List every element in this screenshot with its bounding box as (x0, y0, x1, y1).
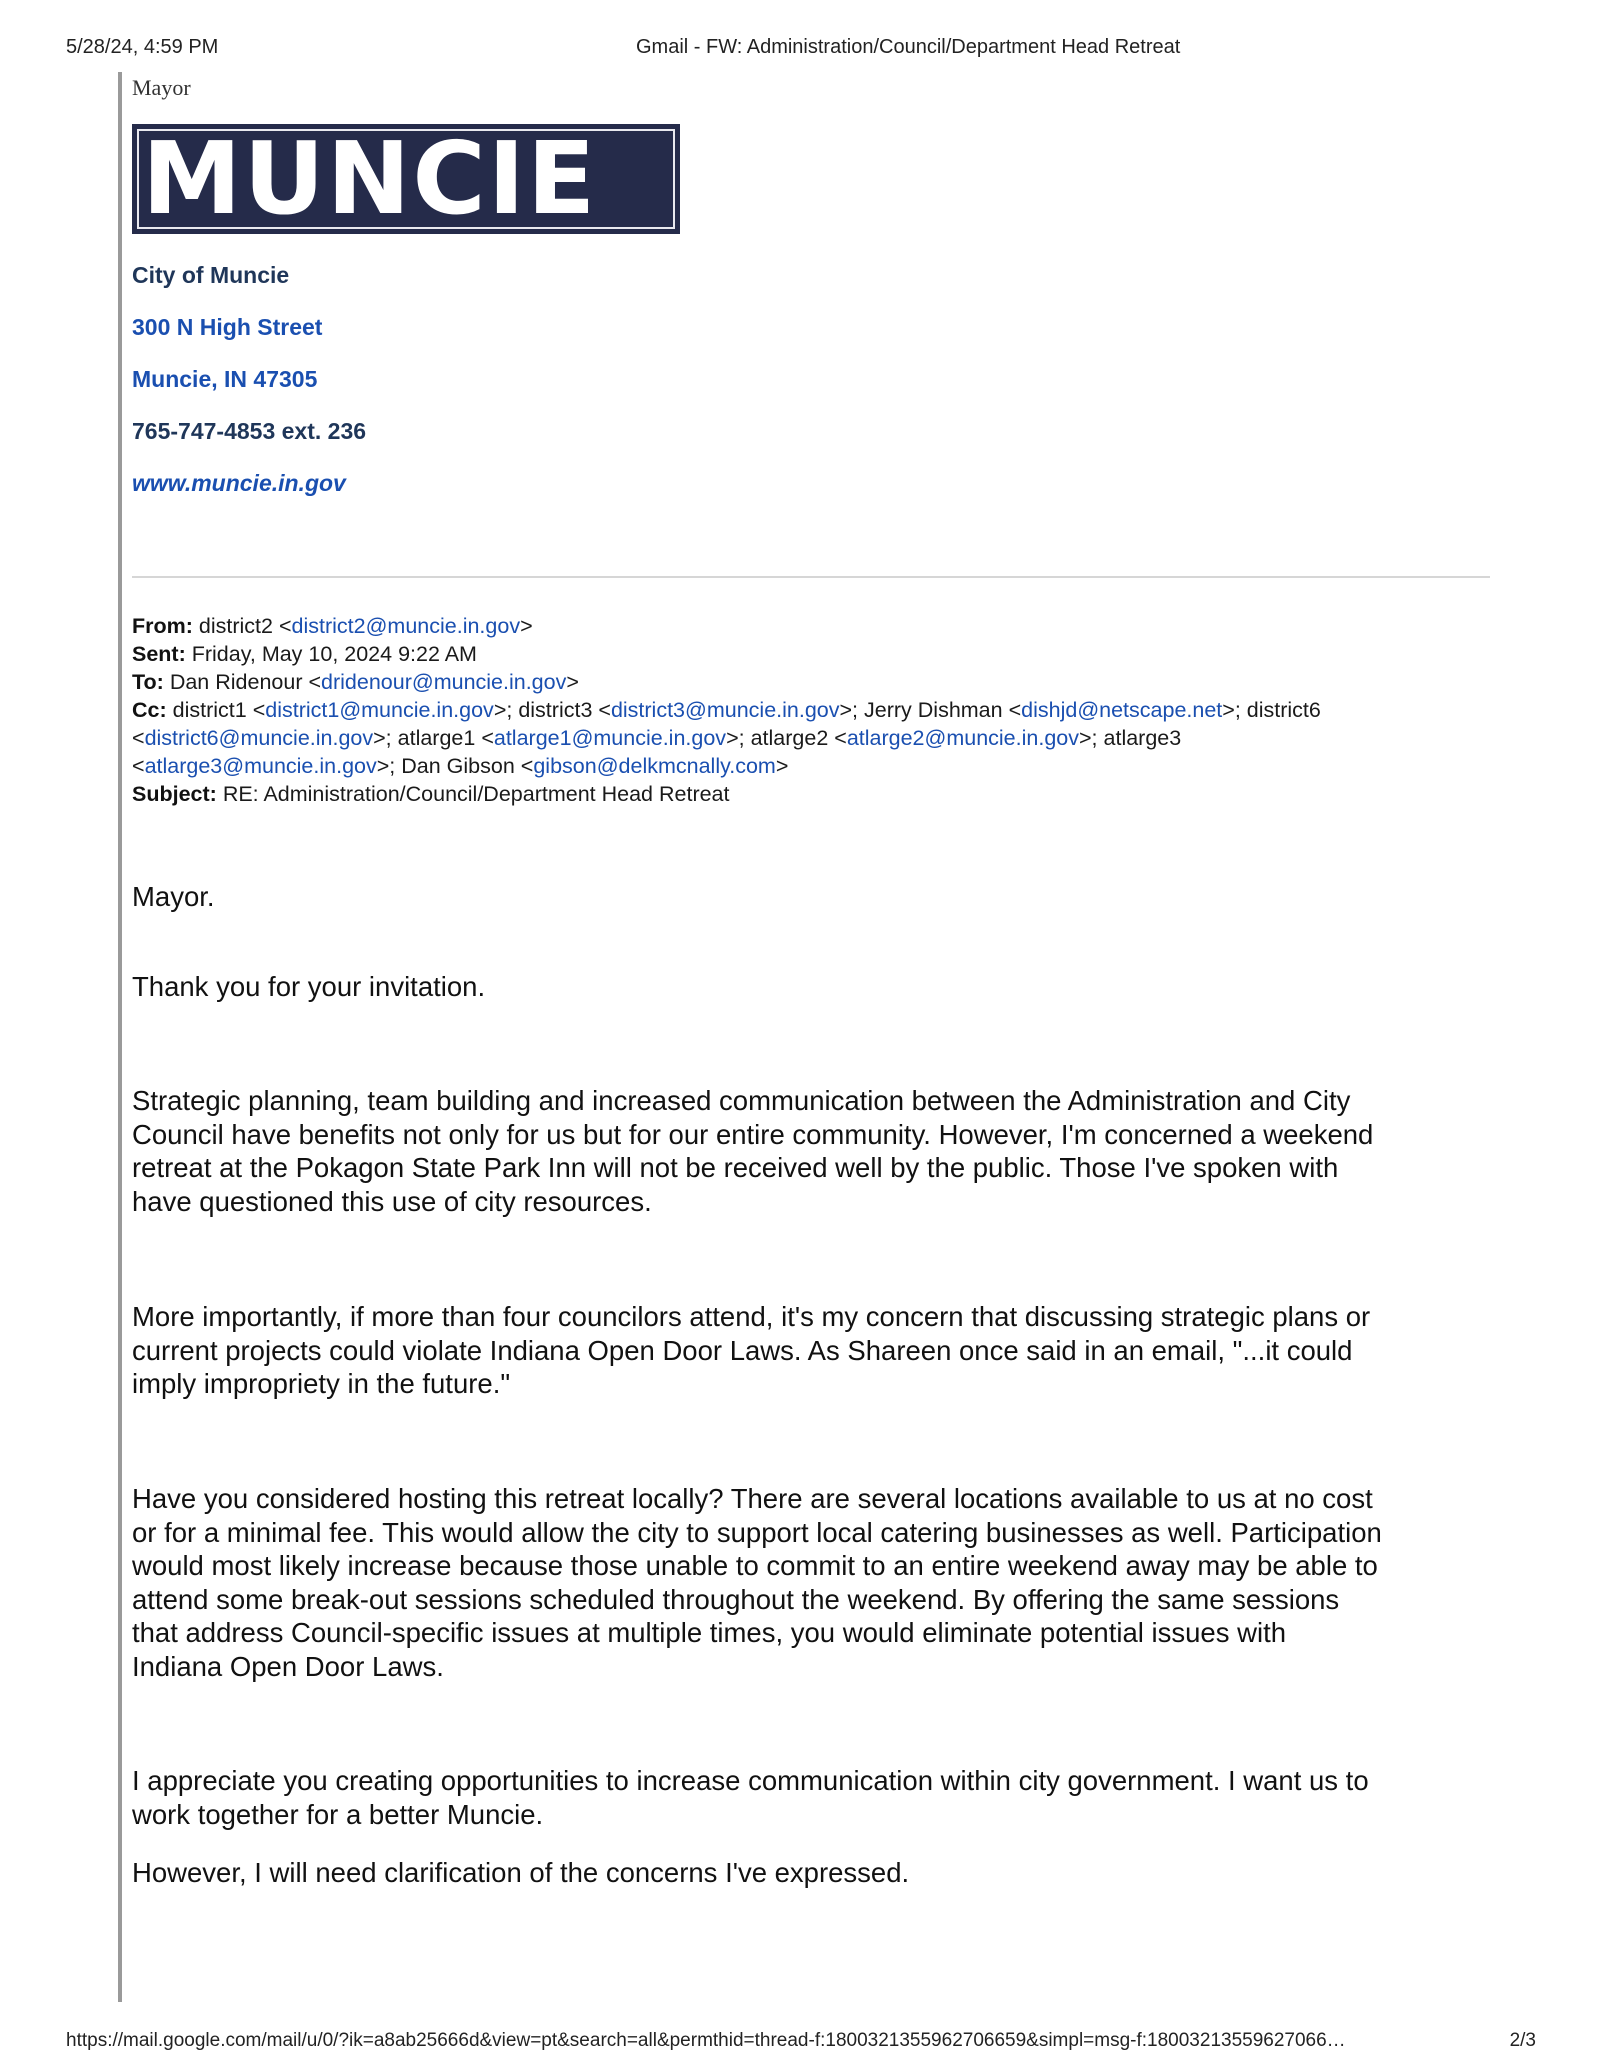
cc-row-1: Cc: district1 <district1@muncie.in.gov>; district3 <district3@muncie.in.gov>; Jerry Dishman <dishjd@netscape.net>; district6 (132, 698, 1321, 722)
cc-email-link[interactable]: gibson@delkmcnally.com (533, 754, 776, 778)
paragraph-appreciate: I appreciate you creating opportunities to increase communication within city government. I want us to work together for a better Muncie. (132, 1765, 1369, 1830)
cc-email-link[interactable]: atlarge2@muncie.in.gov (846, 726, 1079, 750)
logo-text: MUNCIE (142, 120, 598, 237)
print-footer-url: https://mail.google.com/mail/u/0/?ik=a8ab25666d&view=pt&search=all&permthid=thread-f:1800321355962706659&simpl=msg-f:18003213559627066… (66, 2030, 1346, 2051)
print-header (66, 36, 1536, 66)
paragraph-open-door: More importantly, if more than four councilors attend, it's my concern that discussing strategic plans or current projects could violate Indiana Open Door Laws. As Shareen once said in an email, "...it could imply impropriety in the future." (132, 1301, 1371, 1399)
to-email-link[interactable]: dridenour@muncie.in.gov (321, 670, 567, 694)
from-email-link[interactable]: district2@muncie.in.gov (291, 614, 521, 638)
page-number: 2/3 (1509, 2030, 1536, 2051)
greeting: Mayor. (132, 881, 215, 912)
subject-row: Subject: RE: Administration/Council/Department Head Retreat (132, 782, 730, 806)
cc-email-link[interactable]: atlarge1@muncie.in.gov (493, 726, 727, 750)
signature-phone: 765-747-4853 ext. 236 (132, 418, 367, 444)
muncie-logo (132, 120, 680, 237)
signature-street[interactable]: 300 N High Street (132, 314, 323, 340)
cc-email-link[interactable]: dishjd@netscape.net (1021, 698, 1223, 722)
cc-email-link[interactable]: district1@muncie.in.gov (265, 698, 494, 722)
signature-city[interactable]: Muncie, IN 47305 (132, 366, 318, 392)
paragraph-thanks: Thank you for your invitation. (132, 971, 486, 1002)
quote-bar (118, 72, 122, 2002)
paragraph-clarification: However, I will need clarification of the concerns I've expressed. (132, 1857, 910, 1888)
from-row: From: district2 <district2@muncie.in.gov> (132, 614, 533, 638)
signature-role: Mayor (132, 75, 191, 100)
print-title: Gmail - FW: Administration/Council/Department Head Retreat (636, 36, 1181, 58)
to-row: To: Dan Ridenour <dridenour@muncie.in.gov> (132, 670, 579, 694)
cc-email-link[interactable]: district6@muncie.in.gov (144, 726, 374, 750)
cc-email-link[interactable]: atlarge3@muncie.in.gov (144, 754, 377, 778)
email-headers (132, 612, 1492, 808)
cc-row-3: <atlarge3@muncie.in.gov>; Dan Gibson <gibson@delkmcnally.com> (132, 754, 789, 778)
paragraph-local: Have you considered hosting this retreat locally? There are several locations available to us at no cost or for a minimal fee. This would allow the city to support local catering businesses as well. Participation would most likely increase because those unable to commit to an entire weekend away may be able to attend some break-out sessions scheduled throughout the weekend. By offering the same sessions that address Council-specific issues at multiple times, you would eliminate potential issues with Indiana Open Door Laws. (132, 1483, 1382, 1682)
paragraph-strategic: Strategic planning, team building and increased communication between the Administration and City Council have benefits not only for us but for our entire community. However, I'm concerned a weekend retreat at the Pokagon State Park Inn will not be received well by the public. Those I've spoken with have questioned this use of city resources. (132, 1085, 1374, 1217)
cc-row-2: <district6@muncie.in.gov>; atlarge1 <atlarge1@muncie.in.gov>; atlarge2 <atlarge2@muncie.in.gov>; atlarge3 (132, 726, 1182, 750)
signature-org: City of Muncie (132, 262, 290, 288)
signature-website-link[interactable]: www.muncie.in.gov (132, 470, 346, 496)
sent-row: Sent: Friday, May 10, 2024 9:22 AM (132, 642, 477, 666)
divider (132, 576, 1490, 578)
print-datetime: 5/28/24, 4:59 PM (66, 36, 219, 58)
cc-email-link[interactable]: district3@muncie.in.gov (610, 698, 840, 722)
